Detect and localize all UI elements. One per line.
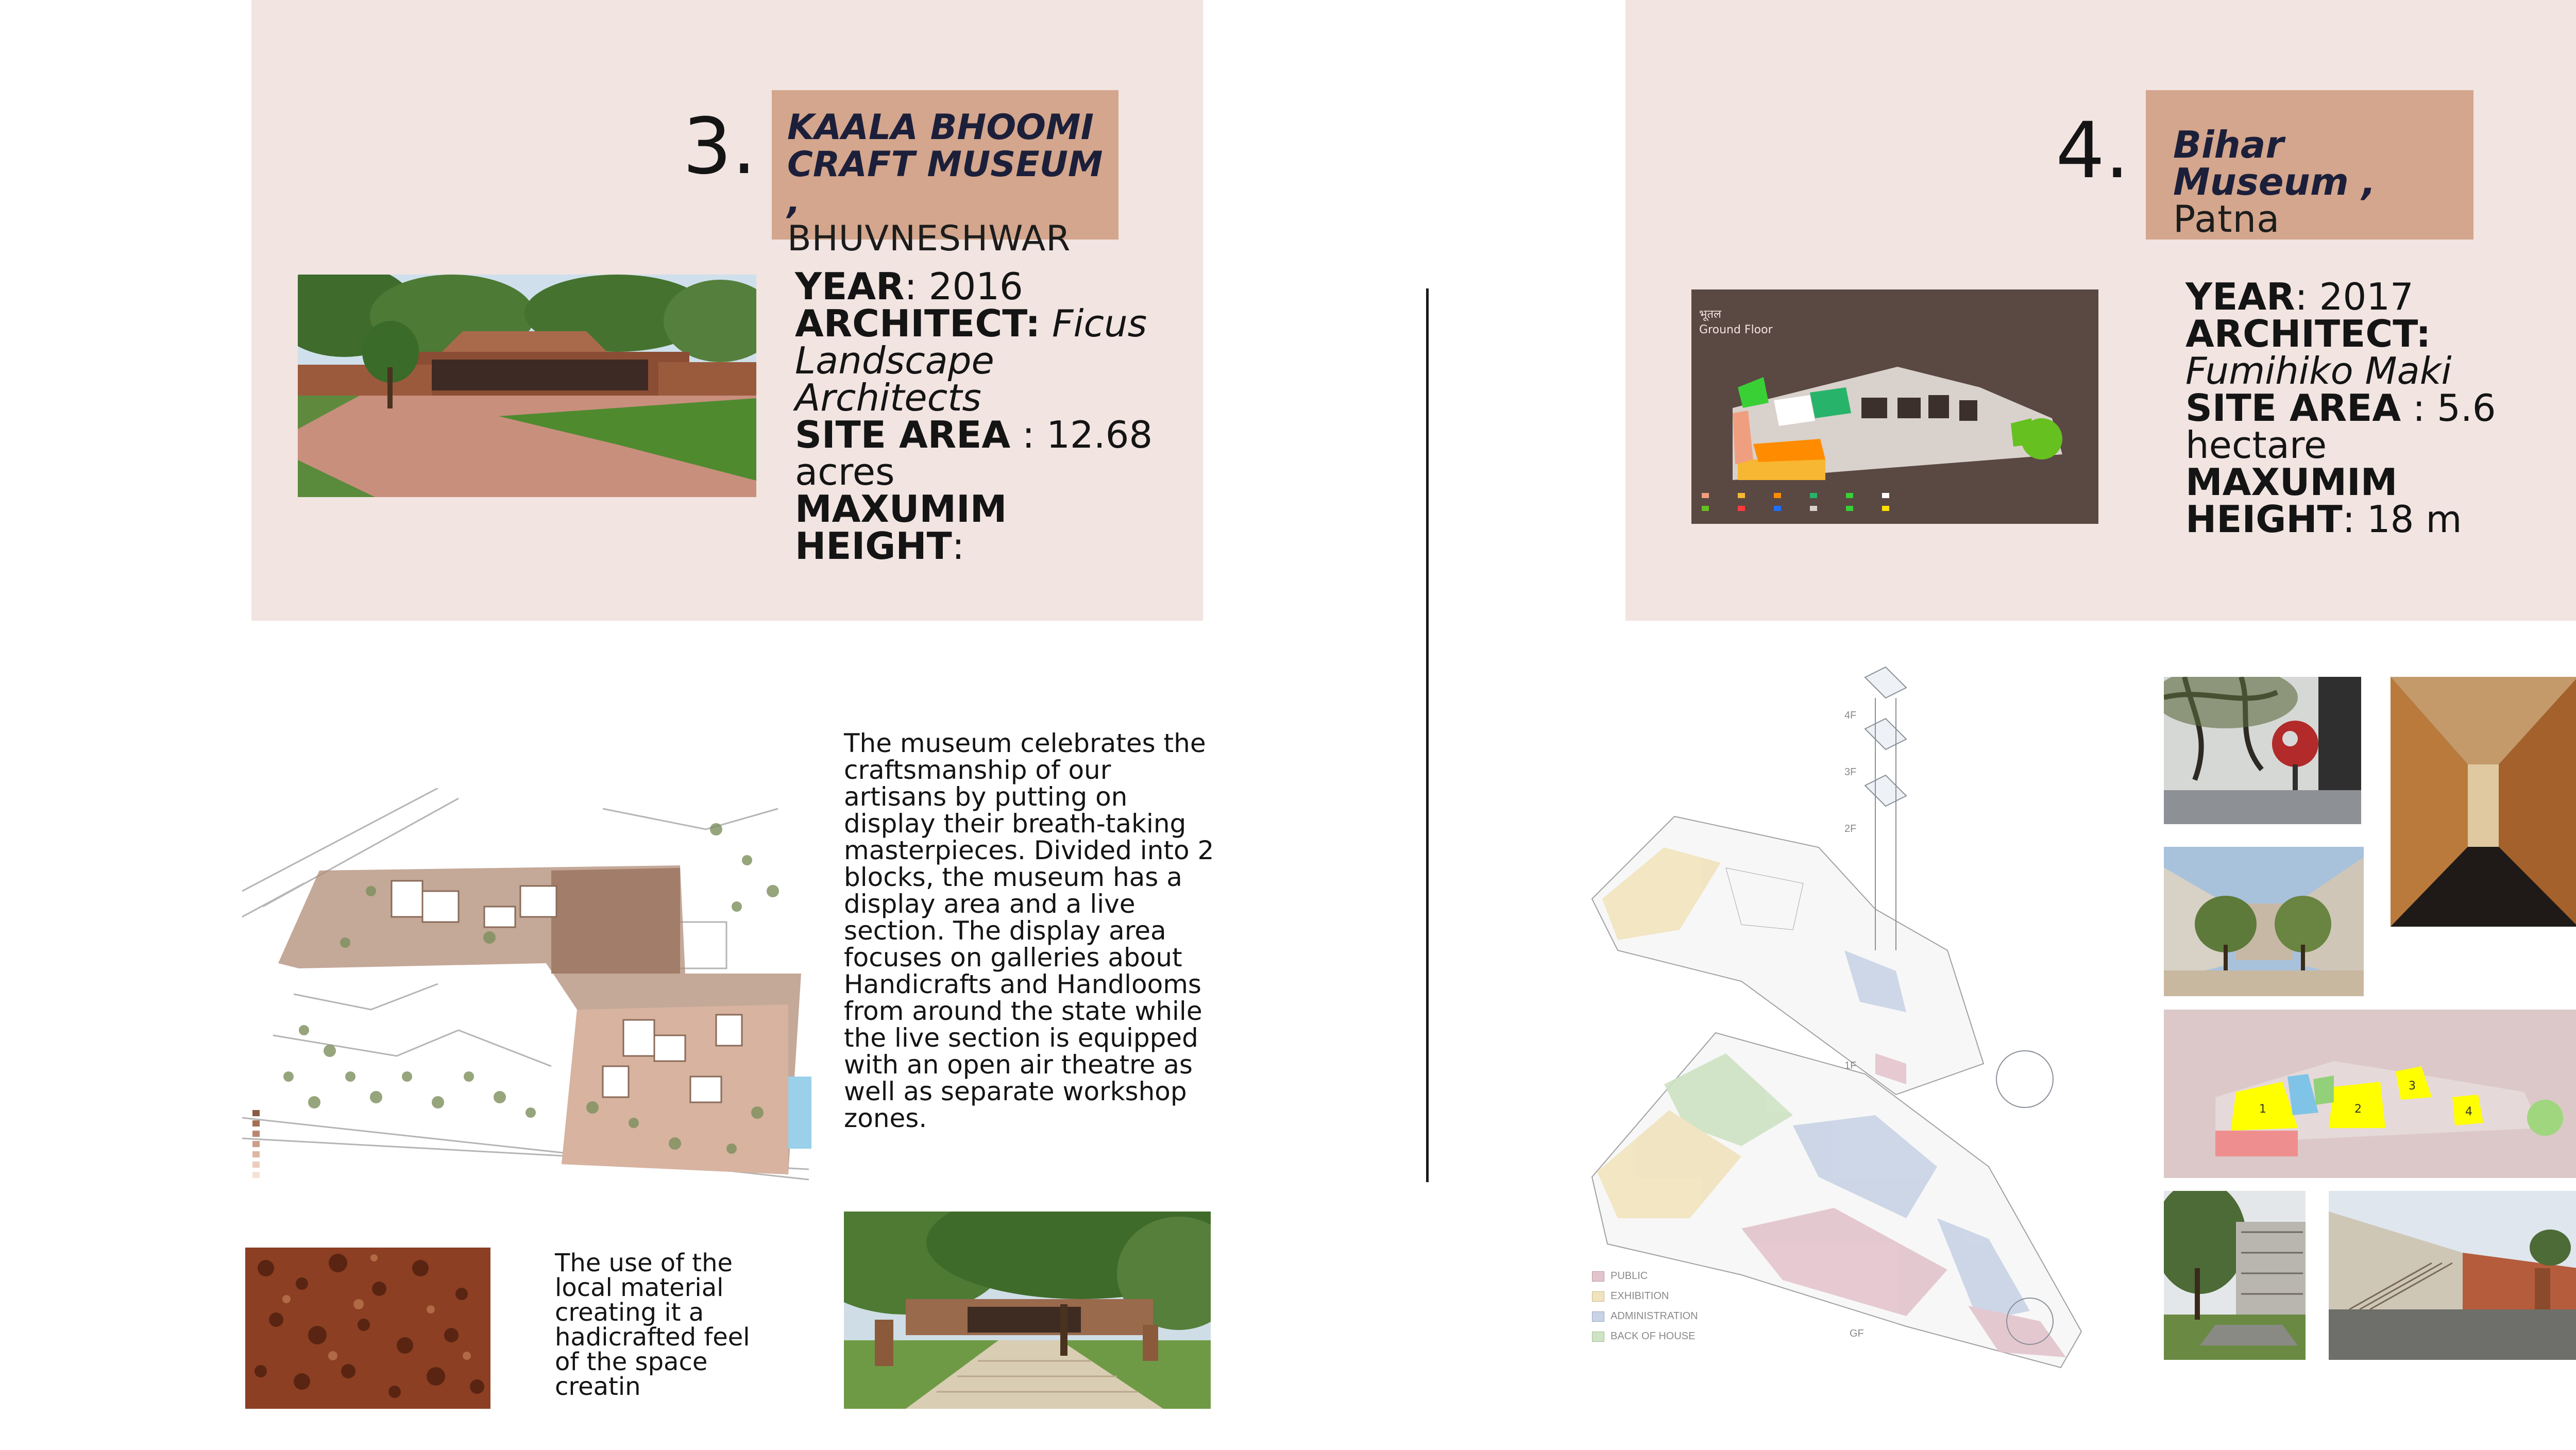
left-year-value: : 2016 [904,265,1023,308]
right-architect-name-row [2185,349,2546,393]
legend-public-swatch [1592,1271,1604,1282]
legend-administration-swatch [1592,1311,1604,1322]
map-label-hindi: भूतल [1699,308,1721,321]
zone-number-4: 4 [2465,1105,2472,1118]
left-description: The museum celebrates the craftsmanship of our artisans by putting on display their breath-taking masterpieces. Divided into 2 blocks, the museum has a display area and a live section. The display area focuses on galleries about Handicrafts and Handlooms from around the state while the live section is equipped with an open air theatre as well as separate workshop zones. [844,728,1214,1133]
legend-administration-label: ADMINISTRATION [1611,1310,1698,1322]
right-title [2173,123,2472,241]
left-architect-row [795,302,1156,419]
left-year-label: YEAR [795,265,905,308]
left-architect-value: Ficus Landscape Architects [795,302,1147,419]
legend-exhibition-swatch [1592,1291,1604,1302]
laterite-material-photo [245,1248,490,1409]
right-site-area-label: SITE AREA [2185,386,2401,430]
floor-label-1f: 1F [1844,1060,1857,1071]
left-project-number: 3. [683,102,757,192]
left-title-line2: CRAFT MUSEUM , [787,144,1103,222]
right-architect-value: Fumihiko Maki [2185,349,2452,393]
zone-number-2: 2 [2354,1103,2362,1116]
plan-legend [1592,1266,1698,1346]
bihar-corridor-photo [2391,677,2576,927]
left-height-row [795,487,1156,568]
legend-back-of-house-swatch [1592,1332,1604,1342]
floor-label-4f: 4F [1844,710,1857,721]
bihar-building-photo [2164,1191,2306,1360]
left-site-area-label: SITE AREA [795,413,1011,456]
right-height-value: : 18 m [2342,498,2462,541]
right-facts [2185,275,2546,541]
right-architect-row [2185,312,2546,355]
left-site-area-value: : 12.68 acres [795,413,1153,493]
legend-back-of-house [1592,1326,1698,1346]
zone-number-1: 1 [2259,1103,2266,1116]
right-architect-label: ARCHITECT: [2185,312,2431,355]
right-height-row [2185,460,2546,541]
legend-back-of-house-label: BACK OF HOUSE [1611,1330,1696,1342]
left-facts [795,265,1156,568]
floor-label-2f: 2F [1844,823,1857,834]
material-note: The use of the local material creating it a hadicrafted feel of the space creatin [555,1249,750,1401]
legend-public-label: PUBLIC [1611,1270,1648,1282]
bihar-sculpture-photo [2164,677,2361,824]
left-architect-label: ARCHITECT: [795,302,1041,345]
left-height-value: : [952,524,964,568]
zone-number-3: 3 [2409,1080,2416,1093]
right-year-value: : 2017 [2295,275,2414,318]
bihar-zone-map [2164,1010,2576,1178]
left-title [787,109,1117,258]
right-project-number: 4. [2056,106,2130,196]
right-ground-floor-map [1691,289,2098,524]
left-site-area-row [795,413,1156,493]
left-year-row [795,265,1156,308]
right-site-area-value: : 5.6 hectare [2185,386,2496,467]
right-title-line2: Patna [2173,197,2280,241]
left-title-line3: BHUVNESHWAR [787,218,1071,259]
right-year-label: YEAR [2185,275,2295,318]
legend-exhibition [1592,1286,1698,1306]
left-museum-photo [298,275,756,497]
bihar-stairs-photo [2329,1191,2576,1360]
left-height-label: MAXUMIM HEIGHT [795,487,1007,568]
right-year-row [2185,275,2546,318]
floor-label-gf: GF [1850,1328,1864,1339]
legend-administration [1592,1306,1698,1326]
legend-public [1592,1266,1698,1286]
floor-label-3f: 3F [1844,766,1857,778]
center-divider [1426,288,1429,1182]
left-courtyard-photo [844,1212,1211,1409]
right-site-area-row [2185,386,2546,467]
map-label-english: Ground Floor [1699,323,1773,336]
left-title-line1: KAALA BHOOMI [787,107,1094,148]
left-site-plan [242,788,811,1182]
right-title-line1: Bihar Museum , [2173,123,2376,203]
bihar-courtyard-photo [2164,847,2364,996]
right-height-label: MAXUMIM HEIGHT [2185,460,2398,541]
legend-exhibition-label: EXHIBITION [1611,1290,1669,1302]
